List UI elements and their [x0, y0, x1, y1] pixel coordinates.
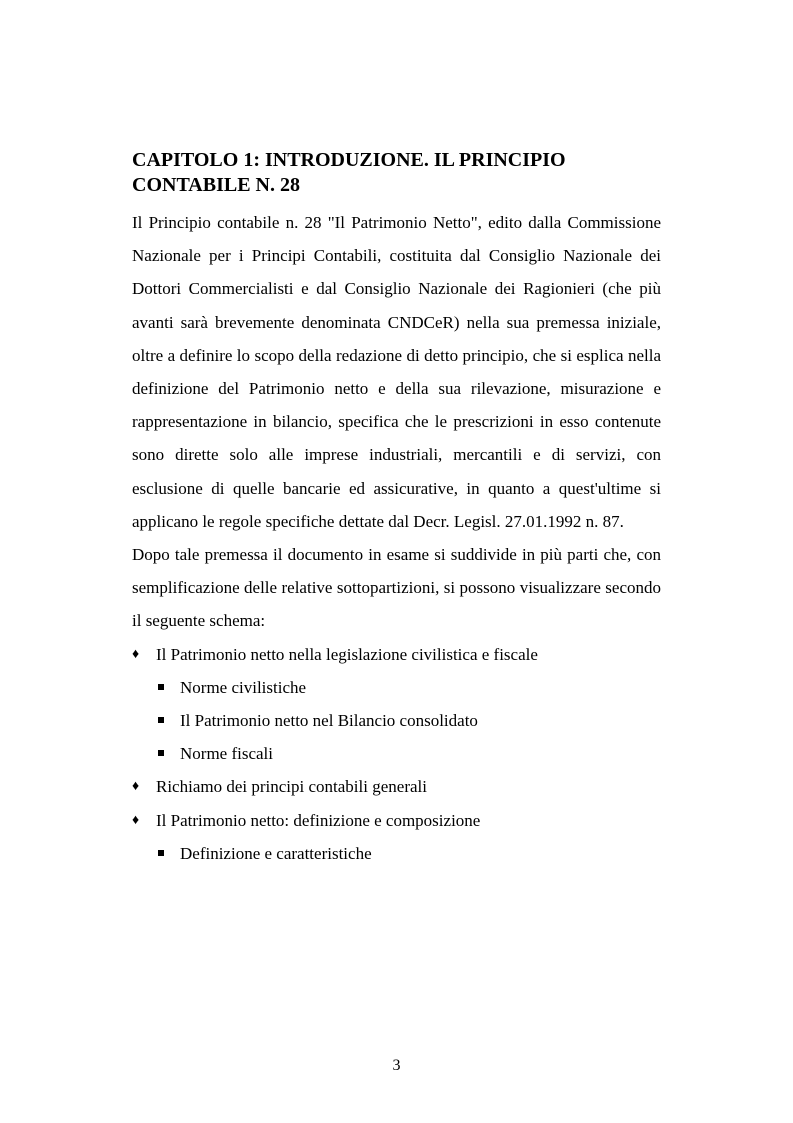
outline-item: [132, 638, 661, 671]
intro-paragraph: Il Principio contabile n. 28 "Il Patrimonio Netto", edito dalla Commissione Nazionale per i Principi Contabili, costituita dal Consiglio Nazionale dei Dottori Commercialisti e dal Consiglio Nazionale dei Ragionieri (che più avanti sarà brevemente denominata CNDCeR) nella sua premessa iniziale, oltre a definire lo scopo della redazione di detto principio, che si esplica nella definizione del Patrimonio netto e della sua rilevazione, misurazione e rappresentazione in bilancio, specifica che le prescrizioni in esso contenute sono dirette solo alle imprese industriali, mercantili e di servizi, con esclusione di quelle bancarie ed assicurative, in quanto a quest'ultime si applicano le regole specifiche dettate dal Decr. Legisl. 27.01.1992 n. 87.: [132, 213, 661, 531]
page-body: [132, 148, 661, 870]
chapter-title: CAPITOLO 1: INTRODUZIONE. IL PRINCIPIO CONTABILE N. 28: [132, 149, 566, 196]
outline-subitem-label: Il Patrimonio netto nel Bilancio consolidato: [180, 711, 478, 731]
outline-subitem: [132, 671, 661, 704]
diamond-bullet-icon: ♦: [132, 779, 140, 795]
outline-subitem-label: Norme fiscali: [180, 744, 273, 764]
square-bullet-icon: [158, 850, 164, 856]
outline-item: [132, 804, 661, 837]
diamond-bullet-icon: ♦: [132, 646, 140, 662]
outline-item-label: Richiamo dei principi contabili generali: [156, 777, 427, 797]
outline-subitem: [132, 704, 661, 737]
outline-item-label: Il Patrimonio netto: definizione e composizione: [156, 810, 481, 830]
document-outline: [132, 638, 661, 870]
outline-subitem-label: Norme civilistiche: [180, 677, 307, 697]
outline-item: [132, 770, 661, 803]
diamond-bullet-icon: ♦: [132, 812, 140, 828]
outline-item-label: Il Patrimonio netto nella legislazione civilistica e fiscale: [156, 644, 538, 664]
outline-subitem-label: Definizione e caratteristiche: [180, 843, 372, 863]
outline-subitem: [132, 737, 661, 770]
outline-intro-paragraph: Dopo tale premessa il documento in esame si suddivide in più parti che, con semplificazione delle relative sottopartizioni, si possono visualizzare secondo il seguente schema:: [132, 545, 661, 631]
square-bullet-icon: [158, 750, 164, 756]
page-number: 3: [392, 1057, 401, 1074]
square-bullet-icon: [158, 684, 164, 690]
outline-subitem: [132, 837, 661, 870]
square-bullet-icon: [158, 717, 164, 723]
